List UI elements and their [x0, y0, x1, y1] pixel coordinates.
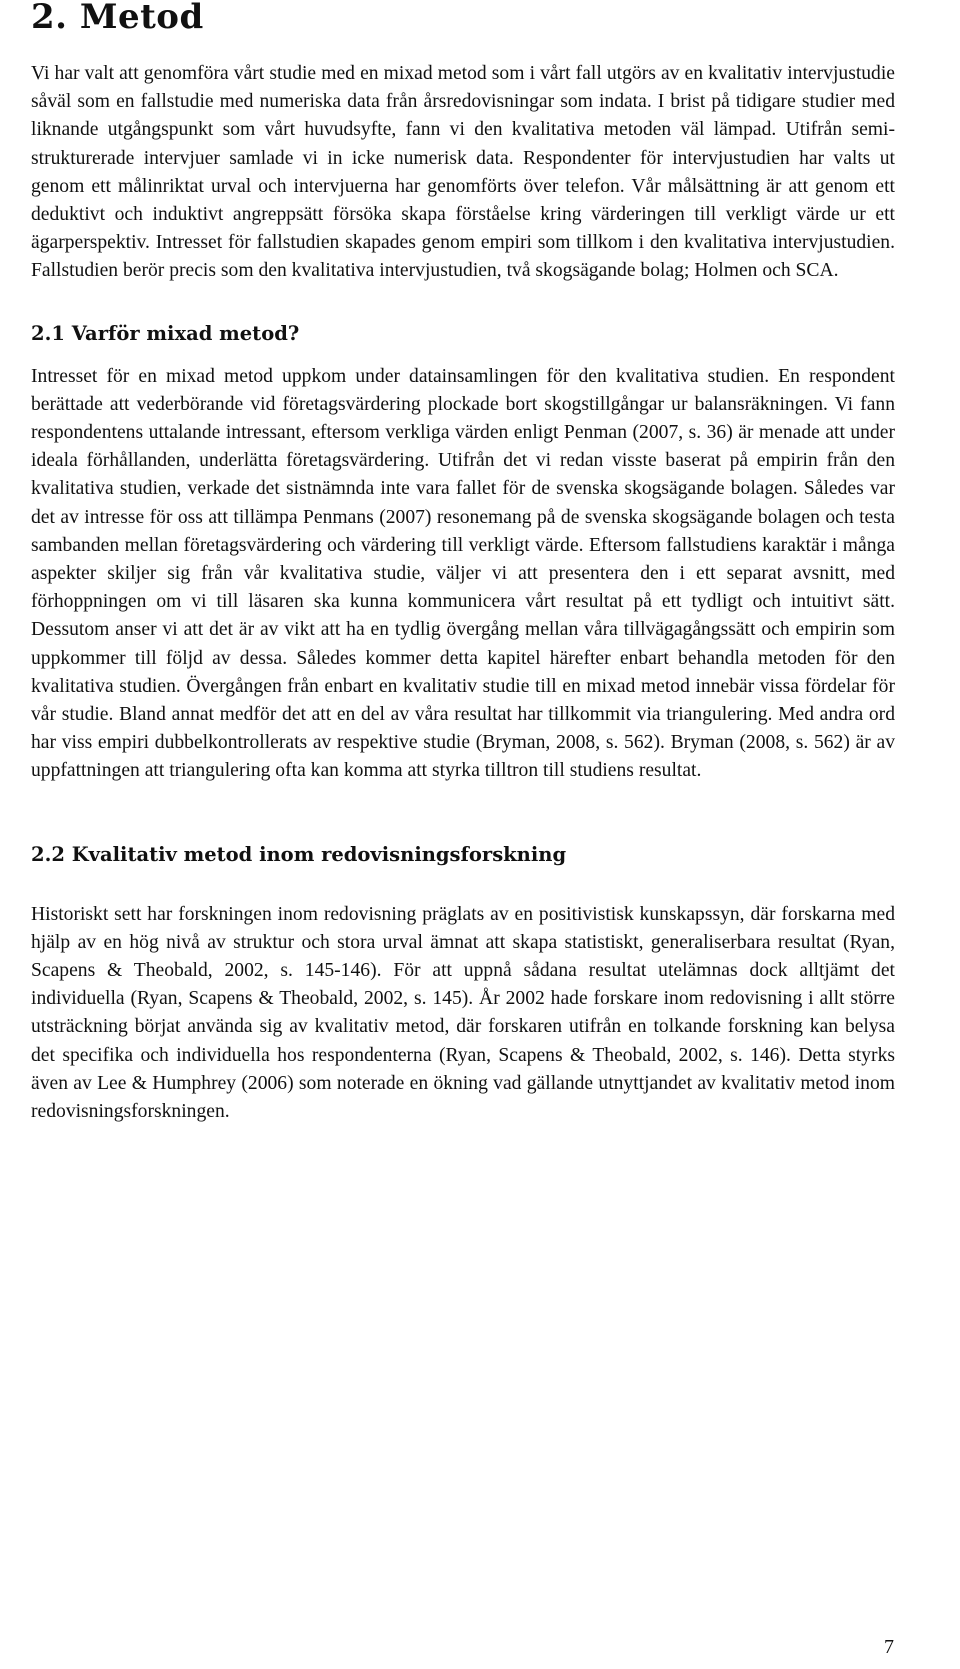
page-number: 7: [884, 1636, 894, 1658]
intro-paragraph: Vi har valt att genomföra vårt studie med en mixad metod som i vårt fall utgörs av en kvalitativ intervjustudie såväl som en fallstudie med numeriska data från årsredovisningar som indata. I brist på tidigare studier med liknande utgångspunkt som vårt huvudsyfte, fann vi den kvalitativa metoden väl lämpad. Utifrån semi-strukturerade intervjuer samlade vi in icke numerisk data. Respondenter för intervjustudien har valts ut genom ett målinriktat urval och intervjuerna har genomförts över telefon. Vår målsättning är att genom ett deduktivt och induktivt angreppsätt försöka skapa förståelse kring värderingen till verkligt värde ur ett ägarperspektiv. Intresset för fallstudien skapades genom empiri som tillkom i den kvalitativa intervjustudien. Fallstudien berör precis som den kvalitativa intervjustudien, två skogsägande bolag; Holmen och SCA.: [31, 63, 895, 282]
document-page: [31, 0, 895, 1126]
subsection-paragraph-2-1: Intresset för en mixad metod uppkom under datainsamlingen för den kvalitativa studien. En respondent berättade att vederbörande vid företagsvärdering plockade bort skogstillgångar ur balansräkningen. Vi fann respondentens uttalande intressant, eftersom verkliga värden enligt Penman (2007, s. 36) är menade att under ideala förhållanden, underlätta företagsvärdering. Utifrån det vi redan visste baserat på empirin från den kvalitativa studien, verkade det sistnämnda inte vara fallet för de svenska skogsägande bolagen. Således var det av intresse för oss att tillämpa Penmans (2007) resonemang på de svenska skogsägande bolagen och testa sambanden mellan företagsvärdering och värdering till verkligt värde. Eftersom fallstudiens karaktär i många aspekter skiljer sig från vår kvalitativa studie, väljer vi att presentera den i ett separat avsnitt, med förhoppningen om vi till läsaren ska kunna kommunicera vårt resultat på ett tydligt och intuitivt sätt. Dessutom anser vi att det är av vikt att ha en tydlig övergång mellan våra tillvägagångssätt och empirin som uppkommer till följd av dessa. Således kommer detta kapitel härefter enbart behandla metoden för den kvalitativa studien. Övergången från enbart en kvalitativ studie till en mixad metod innebär vissa fördelar för vår studie. Bland annat medför det att en del av våra resultat har tillkommit via triangulering. Med andra ord har viss empiri dubbelkontrollerats av respektive studie (Bryman, 2008, s. 562). Bryman (2008, s. 562) är av uppfattningen att triangulering ofta kan komma att styrka tilltron till studiens resultat.: [31, 365, 895, 782]
subsection-heading-2-1: 2.1 Varför mixad metod?: [31, 321, 300, 345]
section-title: 2. Metod: [31, 0, 204, 37]
subsection-paragraph-2-2: Historiskt sett har forskningen inom redovisning präglats av en positivistisk kunskapssyn, där forskarna med hjälp av en hög nivå av struktur och stora urval ämnat att skapa statistiskt, generaliserbara resultat (Ryan, Scapens & Theobald, 2002, s. 145-146). För att uppnå sådana resultat utelämnas dock alltjämt det individuella (Ryan, Scapens & Theobald, 2002, s. 145). År 2002 hade forskare inom redovisning i allt större utsträckning börjat använda sig av kvalitativ metod, där forskaren utifrån en tolkande forskning kan belysa det specifika och individuella hos respondenterna (Ryan, Scapens & Theobald, 2002, s. 146). Detta styrks även av Lee & Humphrey (2006) som noterade en ökning vad gällande utnyttjandet av kvalitativ metod inom redovisningsforskningen.: [31, 903, 895, 1123]
subsection-heading-2-2: 2.2 Kvalitativ metod inom redovisningsforskning: [31, 842, 567, 866]
